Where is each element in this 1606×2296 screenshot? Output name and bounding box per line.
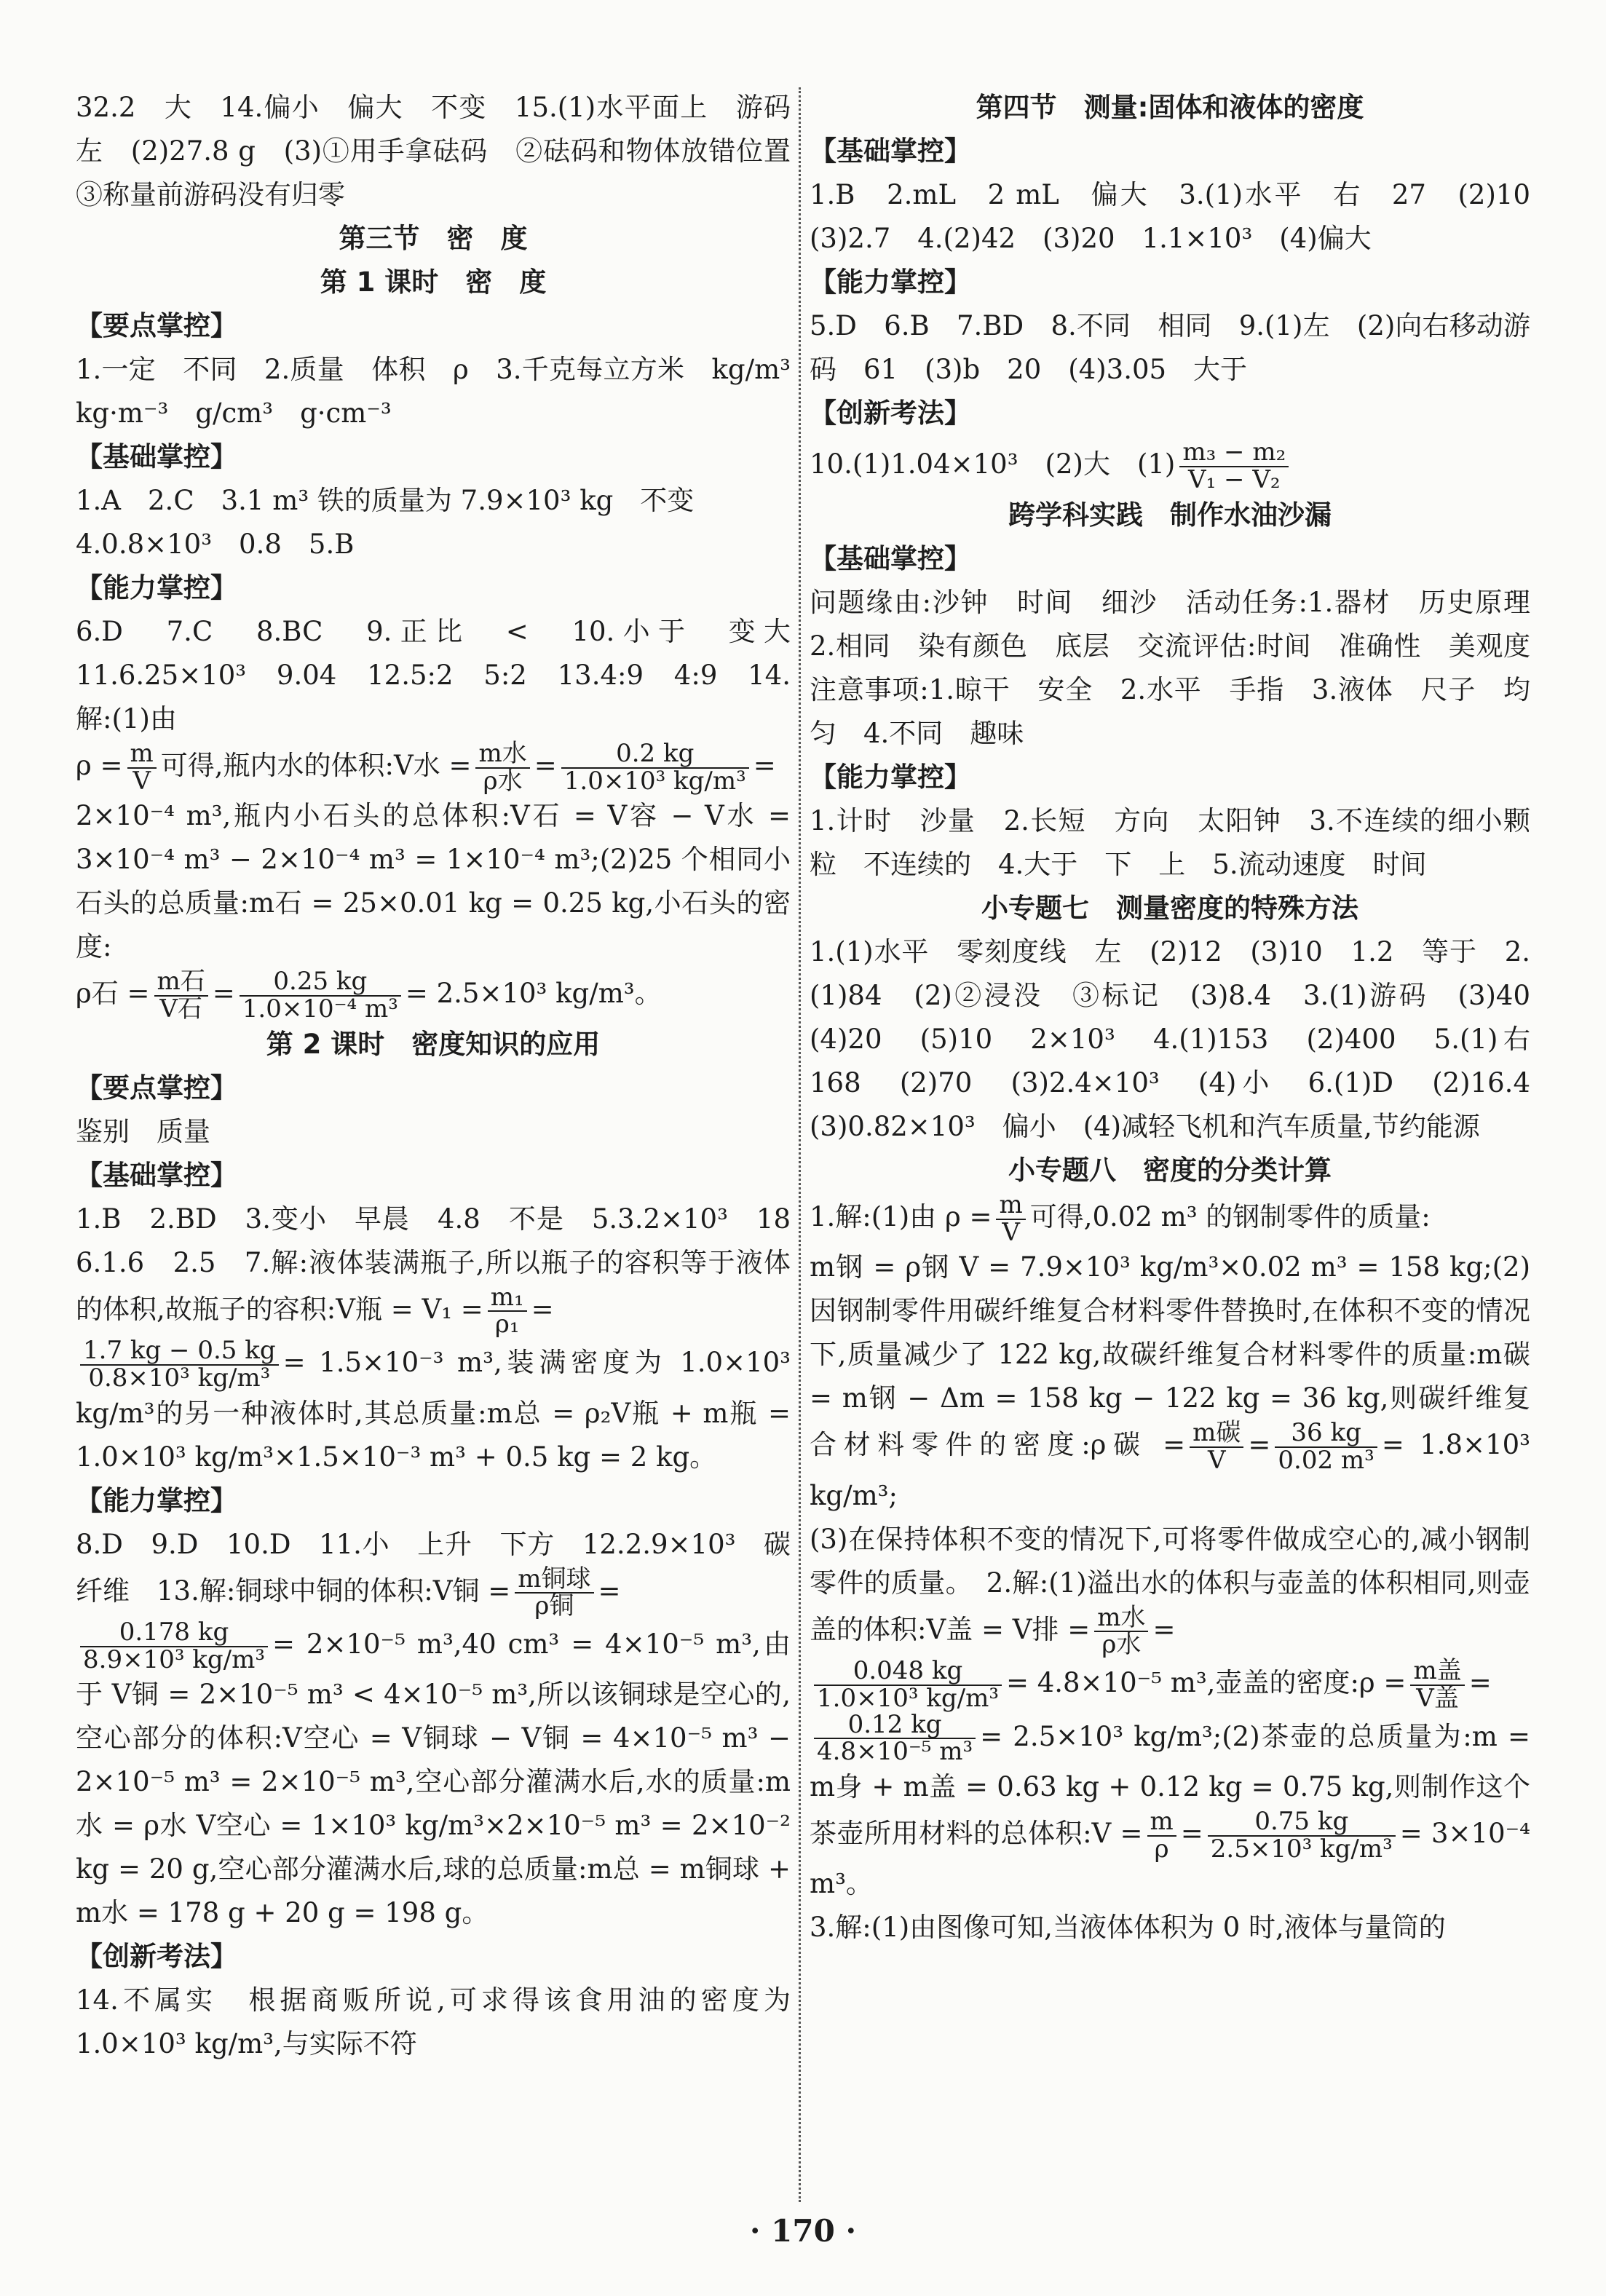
fraction: $\frac{m}{V}$: [996, 1192, 1025, 1246]
nengli1-formula-row: ρ = $\frac{m}{V}$ 可得,瓶内水的体积:V水 = $\frac{\text{m水}}{\text{ρ水}}$ = $\frac{0.2 kg}{\text{1.0×10³ kg/m³}}$ =: [76, 739, 776, 796]
fraction: $\frac{\text{m水}}{\text{ρ水}}$: [475, 741, 529, 794]
fraction: $\frac{m}{\rho}$: [1147, 1809, 1176, 1862]
heading-jichu-1: 【基础掌控】: [76, 441, 237, 472]
section4-title: 第四节 测量:固体和液体的密度: [976, 92, 1364, 123]
fraction: $\frac{0.2 kg}{\text{1.0×10³ kg/m³}}$: [561, 741, 749, 794]
fraction: $\frac{\text{m铜球}}{\text{ρ铜}}$: [515, 1567, 593, 1620]
nengli1-density-row: ρ石 = $\frac{\text{m石}}{\text{V石}}$ = $\frac{0.25 kg}{\text{1.0×10⁻⁴ m³}}$ = 2.5×10³ kg/m³。: [76, 967, 662, 1024]
fraction: $\frac{\text{m盖}}{\text{V盖}}$: [1410, 1658, 1464, 1711]
lesson2-title: 第 2 课时 密度知识的应用: [266, 1028, 601, 1060]
fraction: $\frac{\text{m水}}{\text{ρ水}}$: [1094, 1605, 1148, 1658]
fraction: $\frac{0.048 kg}{\text{1.0×10³ kg/m³}}$: [814, 1658, 1002, 1711]
heading-chuangxin-1: 【创新考法】: [76, 1941, 237, 1973]
heading-nengli-practice: 【能力掌控】: [810, 761, 971, 793]
topic8-answer-3: 3.解:(1)由图像可知,当液体体积为 0 时,液体与量筒的: [810, 1912, 1446, 1944]
jichu1-answers-a: 1.A 2.C 3.1 m³ 铁的质量为 7.9×10³ kg 不变: [76, 485, 695, 516]
topic7-answers: 1.(1)水平 零刻度线 左 (2)12 (3)10 1.2 等于 2.(1)84 (2)②浸没 ③标记 (3)8.4 3.(1)游码 (3)40 (4)20 (5)10 2×10³ 4.(1)153 (2)400 5.(1)右 168 (2)70 (3)2.4×10³ (4)小 6.(1)D (2)16.4 (3)0.82×10³ 偏小 (4)减轻飞机和汽车质量,节约能源: [810, 936, 1557, 1142]
fraction: $\frac{0.178 kg}{\text{8.9×10³ kg/m³}}$: [80, 1620, 268, 1673]
fraction: $\frac{0.25 kg}{\text{1.0×10⁻⁴ m³}}$: [240, 969, 401, 1022]
section3-title: 第三节 密 度: [339, 223, 528, 254]
column-divider: [799, 87, 801, 2202]
jichu4-answers: 1.B 2.mL 2 mL 偏大 3.(1)水平 右 27 (2)10 (3)2.7 4.(2)42 (3)20 1.1×10³ (4)偏大: [810, 179, 1557, 254]
practice-answers: 问题缘由:沙钟 时间 细沙 活动任务:1.器材 历史原理 2.相同 染有颜色 底层 交流评估:时间 准确性 美观度 注意事项:1.晾干 安全 2.水平 手指 3.液体 尺子 均匀 4.不同 趣味: [810, 587, 1557, 749]
topic8-answer-1a: 1.解:(1)由 ρ = $\frac{m}{V}$ 可得,0.02 m³ 的钢制零件的质量:: [810, 1190, 1431, 1247]
practice-title: 跨学科实践 制作水油沙漏: [1008, 499, 1332, 531]
heading-jichu-2: 【基础掌控】: [76, 1159, 237, 1191]
heading-nengli-4: 【能力掌控】: [810, 266, 971, 298]
yaodian2-answers: 鉴别 质量: [76, 1115, 210, 1147]
yaodian1-answers: 1.一定 不同 2.质量 体积 ρ 3.千克每立方米 kg/m³ kg·m⁻³ g/cm³ g·cm⁻³: [76, 354, 818, 429]
topic8-title: 小专题八 密度的分类计算: [1008, 1155, 1332, 1186]
nengli2-answers-a: 8.D 9.D 10.D 11.小 上升 下方 12.2.9×10³ 碳纤维 13.解:铜球中铜的体积:V铜 = $\frac{\text{m铜球}}{\text{ρ铜}}$ =: [76, 1528, 791, 1621]
intro-answers: 32.2 大 14.偏小 偏大 不变 15.(1)水平面上 游码 左 (2)27.8 g (3)①用手拿砝码 ②砝码和物体放错位置 ③称量前游码没有归零: [76, 92, 818, 210]
heading-chuangxin-4: 【创新考法】: [810, 397, 971, 429]
fraction: $\frac{0.12 kg}{\text{4.8×10⁻⁵ m³}}$: [814, 1712, 976, 1765]
fraction: $\frac{0.75 kg}{\text{2.5×10³ kg/m³}}$: [1208, 1809, 1396, 1862]
heading-yaodian-2: 【要点掌控】: [76, 1072, 237, 1104]
page-number: · 170 ·: [749, 2213, 857, 2249]
jichu1-answers-b: 4.0.8×10³ 0.8 5.B: [76, 529, 355, 560]
right-column: [810, 86, 1557, 1949]
practice-nengli-answers: 1.计时 沙量 2.长短 方向 太阳钟 3.不连续的细小颗粒 不连续的 4.大于 下 上 5.流动速度 时间: [810, 805, 1530, 880]
jichu2-answers-a: 1.B 2.BD 3.变小 早晨 4.8 不是 5.3.2×10³ 18 6.1.6 2.5 7.解:液体装满瓶子,所以瓶子的容积等于液体的体积,故瓶子的容积:V瓶 = V₁ = $\frac{\text{m₁}}{\text{ρ₁}}$ =: [76, 1203, 818, 1339]
fraction: $\frac{\text{m₁}}{\text{ρ₁}}$: [488, 1285, 527, 1338]
fraction: $\frac{1.7 kg - 0.5 kg}{\text{0.8×10³ kg/m³}}$: [80, 1338, 279, 1391]
fraction: $\frac{\text{m₃ − m₂}}{\text{V₁ − V₂}}$: [1179, 440, 1289, 493]
heading-yaodian-1: 【要点掌控】: [76, 310, 237, 341]
lesson1-title: 第 1 课时 密 度: [320, 266, 547, 298]
nengli2-answers-b: $\frac{0.178 kg}{\text{8.9×10³ kg/m³}}$ = 2×10⁻⁵ m³,40 cm³ = 4×10⁻⁵ m³,由于 V铜 = 2×10⁻⁵ m³ < 4×10⁻⁵ m³,所以该铜球是空心的,空心部分的体积:V空心 = V铜球 − V铜 = 4×10⁻⁵ m³ − 2×10⁻⁵ m³ = 2×10⁻⁵ m³,空心部分灌满水后,水的质量:m水 = ρ水 V空心 = 1×10³ kg/m³×2×10⁻⁵ m³ = 2×10⁻² kg = 20 g,空心部分灌满水后,球的总质量:m总 = m铜球 + m水 = 178 g + 20 g = 198 g。: [76, 1617, 791, 1929]
fraction: $\frac{\text{m碳}}{V}$: [1190, 1420, 1243, 1473]
nengli1-answers-a: 6.D 7.C 8.BC 9.正比 < 10.小于 变大 11.6.25×10³ 9.04 12.5:2 5:2 13.4:9 4:9 14.解:(1)由: [76, 616, 818, 735]
heading-nengli-2: 【能力掌控】: [76, 1484, 237, 1516]
chuangxin4-answers: 10.(1)1.04×10³ (2)大 (1) $\frac{\text{m₃ − m₂}}{\text{V₁ − V₂}}$: [810, 435, 1530, 494]
fraction: $\frac{\text{m石}}{\text{V石}}$: [154, 969, 208, 1022]
nengli4-answers: 5.D 6.B 7.BD 8.不同 相同 9.(1)左 (2)向右移动游码 61 (3)b 20 (4)3.05 大于: [810, 310, 1530, 385]
heading-nengli-1: 【能力掌控】: [76, 572, 237, 603]
fraction: $\frac{m}{V}$: [127, 741, 157, 794]
jichu2-answers-b: $\frac{1.7 kg - 0.5 kg}{\text{0.8×10³ kg/m³}}$ = 1.5×10⁻³ m³,装满密度为 1.0×10³ kg/m³的另一种液体时,其总质量:m总 = ρ₂V瓶 + m瓶 = 1.0×10³ kg/m³×1.5×10⁻³ m³ + 0.5 kg = 2 kg。: [76, 1336, 791, 1473]
heading-jichu-practice: 【基础掌控】: [810, 543, 971, 574]
topic8-answer-1b: m钢 = ρ钢 V = 7.9×10³ kg/m³×0.02 m³ = 158 kg;(2)因钢制零件用碳纤维复合材料零件替换时,在体积不变的情况下,质量减少了 122 kg,故碳纤维复合材料零件的质量:m碳 = m钢 − Δm = 158 kg − 122 kg = 36 kg,则碳纤维复合材料零件的密度:ρ碳 = $\frac{\text{m碳}}{V}$ = $\frac{36 kg}{\text{0.02 m³}}$ = 1.8×10³ kg/m³;: [810, 1251, 1530, 1511]
left-column: [76, 86, 818, 2066]
topic7-title: 小专题七 测量密度的特殊方法: [981, 892, 1358, 924]
topic8-answer-2a: $\frac{0.048 kg}{\text{1.0×10³ kg/m³}}$ = 4.8×10⁻⁵ m³,壶盖的密度:ρ = $\frac{\text{m盖}}{\text{V盖}}$ =: [810, 1658, 1530, 1711]
chuangxin1-answers: 14.不属实 根据商贩所说,可求得该食用油的密度为 1.0×10³ kg/m³,与实际不符: [76, 1984, 791, 2060]
topic8-answer-2b: $\frac{0.12 kg}{\text{4.8×10⁻⁵ m³}}$ = 2.5×10³ kg/m³;(2)茶壶的总质量为:m = m身 + m盖 = 0.63 kg + 0.12 kg = 0.75 kg,则制作这个茶壶所用材料的总体积:V = $\frac{m}{\rho}$ = $\frac{0.75 kg}{\text{2.5×10³ kg/m³}}$ = 3×10⁻⁴ m³。: [810, 1709, 1531, 1900]
nengli1-answers-c: 2×10⁻⁴ m³,瓶内小石头的总体积:V石 = V容 − V水 = 3×10⁻⁴ m³ − 2×10⁻⁴ m³ = 1×10⁻⁴ m³;(2)25 个相同小石头的总质量:m石 = 25×0.01 kg = 0.25 kg,小石头的密度:: [76, 800, 791, 963]
heading-jichu-4: 【基础掌控】: [810, 135, 971, 167]
fraction: $\frac{36 kg}{\text{0.02 m³}}$: [1275, 1420, 1377, 1473]
topic8-answer-1c: (3)在保持体积不变的情况下,可将零件做成空心的,减小钢制零件的质量。 2.解:(1)溢出水的体积与壶盖的体积相同,则壶盖的体积:V盖 = V排 = $\frac{\text{m水}}{\text{ρ水}}$ =: [810, 1523, 1530, 1660]
